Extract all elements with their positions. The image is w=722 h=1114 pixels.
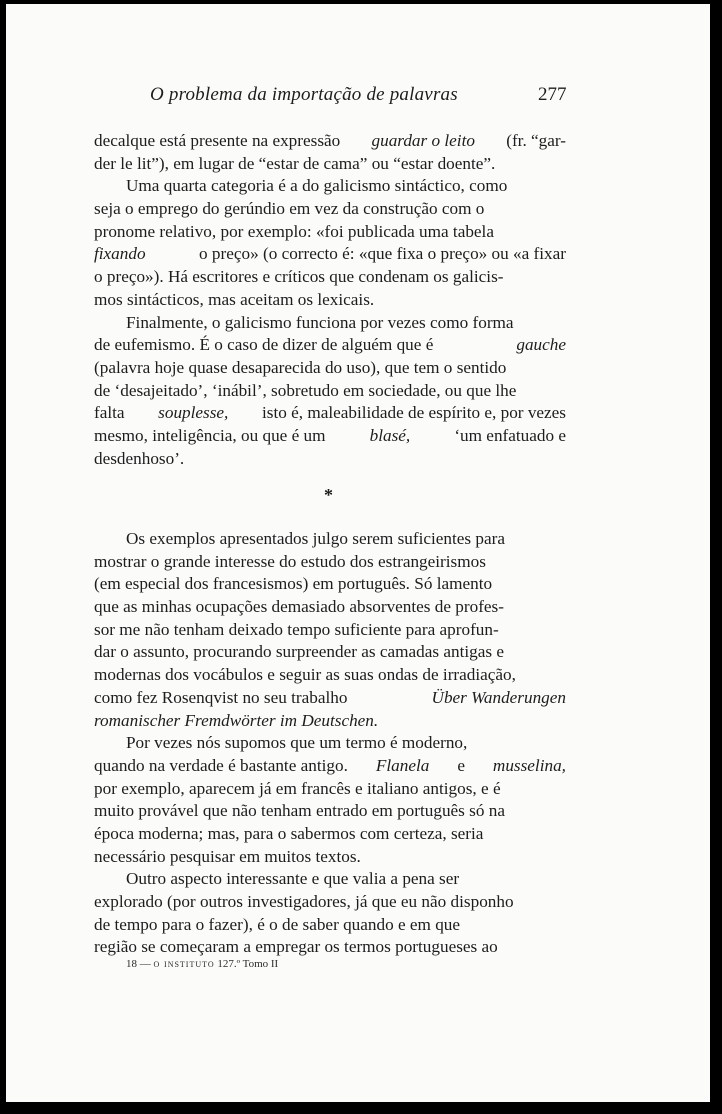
signature-number: 18 bbox=[126, 958, 137, 970]
text-run: época moderna; mas, para o sabermos com certeza, seria bbox=[94, 823, 484, 843]
text-line bbox=[94, 266, 566, 289]
text-line bbox=[94, 402, 566, 425]
footer-dash: — bbox=[139, 958, 151, 970]
italic-term: musselina, bbox=[492, 755, 566, 775]
text-run: quando na verdade é bastante antigo. bbox=[94, 755, 348, 775]
italic-term: gauche bbox=[516, 335, 566, 355]
text-run: Outro aspecto interessante e que valia a pena ser bbox=[126, 869, 460, 889]
text-run: decalque está presente na expressão bbox=[94, 131, 341, 150]
italic-term: souplesse, bbox=[158, 403, 229, 423]
italic-term: Flanela bbox=[375, 755, 430, 775]
text-line bbox=[94, 153, 566, 176]
text-run: de eufemismo. É o caso de dizer de alguém que é bbox=[94, 335, 434, 355]
text-run: modernas dos vocábulos e seguir as suas ondas de irradiação, bbox=[94, 665, 516, 685]
text-line bbox=[94, 221, 566, 244]
italic-term: romanischer Fremdwörter im Deutschen. bbox=[94, 710, 379, 730]
text-line bbox=[94, 868, 566, 891]
text-run: dar o assunto, procurando surpreender as camadas antigas e bbox=[94, 642, 504, 662]
italic-term: fixando bbox=[94, 244, 146, 264]
body-text-section-2 bbox=[94, 528, 566, 959]
text-line bbox=[94, 243, 566, 266]
text-run: o preço»). Há escritores e críticos que condenam os galicis- bbox=[94, 267, 504, 287]
italic-term: Über Wanderungen bbox=[431, 687, 566, 707]
text-line bbox=[94, 130, 566, 153]
text-line bbox=[94, 425, 566, 448]
section-separator: * bbox=[324, 485, 333, 505]
text-line bbox=[94, 914, 566, 937]
text-line bbox=[94, 778, 566, 801]
text-run: por exemplo, aparecem já em francês e italiano antigos, e é bbox=[94, 778, 501, 798]
page bbox=[6, 4, 710, 1102]
text-run: (palavra hoje quase desaparecida do uso), que tem o sentido bbox=[94, 357, 507, 377]
text-line bbox=[94, 551, 566, 574]
text-run: (fr. “gar- bbox=[506, 131, 566, 150]
tome-label: Tomo II bbox=[242, 958, 279, 970]
text-run: como fez Rosenqvist no seu trabalho bbox=[94, 687, 348, 707]
text-run: Por vezes nós supomos que um termo é moderno, bbox=[126, 733, 468, 753]
text-run: ‘um enfatuado e bbox=[454, 425, 566, 445]
text-run: de ‘desajeitado’, ‘inábil’, sobretudo em sociedade, ou que lhe bbox=[94, 380, 517, 400]
text-run: seja o emprego do gerúndio em vez da construção com o bbox=[94, 199, 485, 219]
text-run: desdenhoso’. bbox=[94, 448, 185, 468]
text-line bbox=[94, 175, 566, 198]
text-line bbox=[94, 312, 566, 335]
text-line bbox=[94, 448, 566, 471]
journal-name: o instituto bbox=[153, 958, 215, 970]
text-line bbox=[94, 891, 566, 914]
text-line bbox=[94, 380, 566, 403]
text-line bbox=[94, 573, 566, 596]
text-run: mesmo, inteligência, ou que é um bbox=[94, 425, 326, 445]
text-line bbox=[94, 596, 566, 619]
text-line bbox=[94, 664, 566, 687]
text-run: Uma quarta categoria é a do galicismo sintáctico, como bbox=[126, 176, 508, 196]
text-run: pronome relativo, por exemplo: «foi publicada uma tabela bbox=[94, 221, 494, 241]
text-run: necessário pesquisar em muitos textos. bbox=[94, 846, 361, 866]
text-line bbox=[94, 800, 566, 823]
italic-term: guardar o leito bbox=[371, 131, 475, 150]
text-line bbox=[94, 289, 566, 312]
text-run: falta bbox=[94, 403, 125, 423]
volume-number: 127.º bbox=[217, 958, 241, 970]
text-line bbox=[94, 528, 566, 551]
text-line bbox=[94, 936, 566, 959]
text-line bbox=[94, 732, 566, 755]
text-run: der le lit”), em lugar de “estar de cama” ou “estar doente”. bbox=[94, 153, 496, 173]
text-run: o preço» (o correcto é: «que fixa o preço» ou «a fixar bbox=[199, 244, 566, 264]
text-run: explorado (por outros investigadores, já que eu não disponho bbox=[94, 892, 514, 911]
text-run: Finalmente, o galicismo funciona por vezes como forma bbox=[126, 312, 514, 332]
text-run: mostrar o grande interesse do estudo dos estrangeirismos bbox=[94, 551, 486, 571]
body-text-section-1 bbox=[94, 130, 566, 470]
text-line bbox=[94, 846, 566, 869]
text-run: e bbox=[457, 755, 465, 775]
text-line bbox=[94, 755, 566, 778]
text-line bbox=[94, 357, 566, 380]
text-run: mos sintácticos, mas aceitam os lexicais. bbox=[94, 289, 375, 309]
page-footer bbox=[126, 958, 278, 970]
text-run: muito provável que não tenham entrado em português só na bbox=[94, 801, 505, 821]
page-number: 277 bbox=[538, 84, 567, 105]
italic-term: blasé, bbox=[369, 425, 411, 445]
text-run: que as minhas ocupações demasiado absorventes de profes- bbox=[94, 597, 504, 617]
text-line bbox=[94, 641, 566, 664]
text-run: (em especial dos francesismos) em português. Só lamento bbox=[94, 574, 493, 594]
running-title: O problema da importação de palavras bbox=[150, 84, 458, 105]
text-line bbox=[94, 198, 566, 221]
text-line bbox=[94, 334, 566, 357]
text-run: Os exemplos apresentados julgo serem suficientes para bbox=[126, 529, 505, 548]
text-line bbox=[94, 619, 566, 642]
text-line bbox=[94, 687, 566, 710]
text-line bbox=[94, 710, 566, 733]
text-line bbox=[94, 823, 566, 846]
text-run: região se começaram a empregar os termos portugueses ao bbox=[94, 937, 498, 957]
text-run: de tempo para o fazer), é o de saber quando e em que bbox=[94, 914, 461, 934]
text-run: sor me não tenham deixado tempo suficiente para aprofun- bbox=[94, 619, 499, 639]
text-run: isto é, maleabilidade de espírito e, por vezes bbox=[261, 403, 566, 423]
